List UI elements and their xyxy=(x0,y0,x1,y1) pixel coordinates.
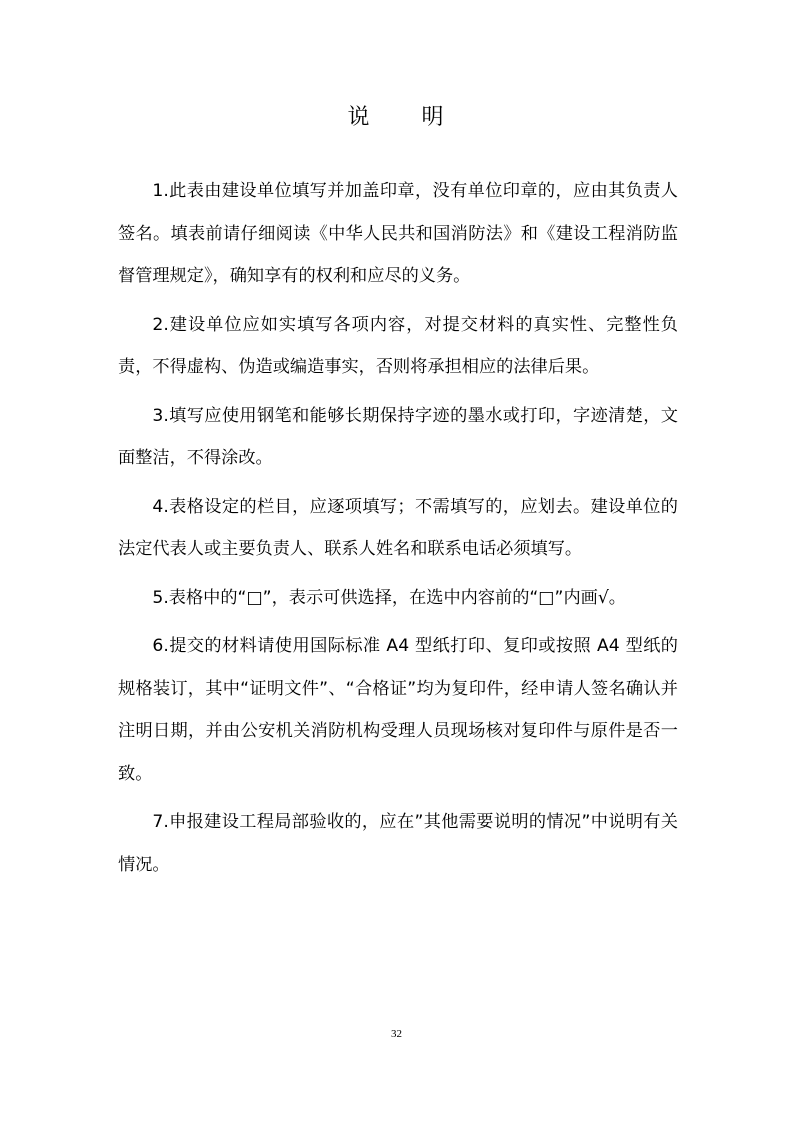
page-title-part2: 明 xyxy=(421,105,446,130)
page-title xyxy=(0,101,793,135)
instruction-paragraph-1: 1.此表由建设单位填写并加盖印章，没有单位印章的，应由其负责人签名。填表前请仔细阅读《中华人民共和国消防法》和《建设工程消防监督管理规定》，确知享有的权利和应尽的义务。 xyxy=(118,181,678,286)
instruction-paragraph-4: 4.表格设定的栏目，应逐项填写；不需填写的，应划去。建设单位的法定代表人或主要负责人、联系人姓名和联系电话必须填写。 xyxy=(118,496,678,559)
instruction-paragraph-6: 6.提交的材料请使用国际标准 A4 型纸打印、复印或按照 A4 型纸的规格装订，其中“证明文件”、“合格证”均为复印件，经申请人签名确认并注明日期，并由公安机关消防机构受理人员现场核对复印件与原件是否一致。 xyxy=(118,636,678,784)
instruction-paragraph-3: 3.填写应使用钢笔和能够长期保持字迹的墨水或打印，字迹清楚，文面整洁，不得涂改。 xyxy=(118,405,678,468)
instruction-paragraph-5: 5.表格中的“□”，表示可供选择，在选中内容前的“□”内画√。 xyxy=(152,587,626,608)
instruction-paragraph-7: 7.申报建设工程局部验收的，应在”其他需要说明的情况”中说明有关情况。 xyxy=(118,812,678,875)
page-title-part1: 说 xyxy=(347,105,372,130)
page-number: 32 xyxy=(391,1028,402,1040)
instructions-body xyxy=(118,170,678,892)
instruction-paragraph-2: 2.建设单位应如实填写各项内容，对提交材料的真实性、完整性负责，不得虚构、伪造或编造事实，否则将承担相应的法律后果。 xyxy=(118,314,678,377)
